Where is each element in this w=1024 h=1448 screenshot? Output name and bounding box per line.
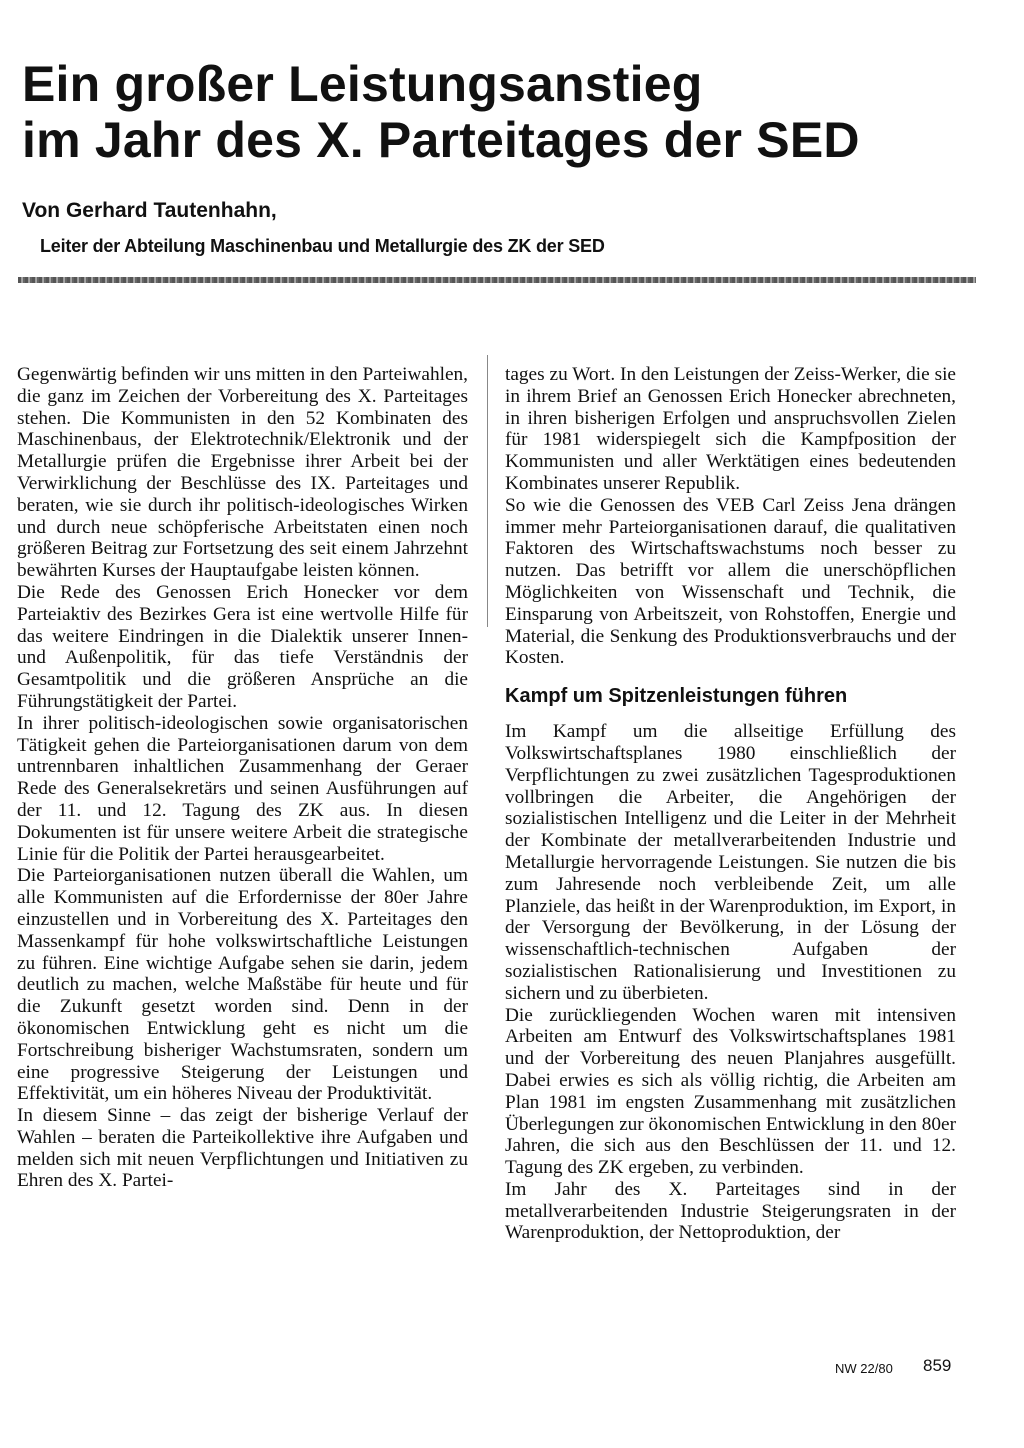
section-heading: Kampf um Spitzenleistungen führen: [505, 685, 848, 708]
paragraph: tages zu Wort. In den Leistungen der Zeiss-Werker, die sie in ihrem Brief an Genossen Erich Honecker abrechneten, in ihren bisherigen Erfolgen und anspruchsvollen Zielen für 1981 widerspiegelt sich die Kampfposition der Kommunisten und aller Werktätigen eines bedeutenden Kombinates unserer Republik.: [505, 364, 956, 494]
left-column: [17, 364, 468, 1192]
paragraph: Im Jahr des X. Parteitages sind in der metallverarbeitenden Industrie Steigerungsraten in der Warenproduktion, der Nettoproduktion, der: [505, 1178, 956, 1244]
author-affiliation: Leiter der Abteilung Maschinenbau und Metallurgie des ZK der SED: [40, 236, 605, 256]
paragraph: So wie die Genossen des VEB Carl Zeiss Jena drängen immer mehr Parteiorganisationen darauf, die qualitativen Faktoren des Wirtschaftswachstums noch besser zu nutzen. Das betrifft vor allem die unerschöpflichen Möglichkeiten von Wissenschaft und Technik, die Einsparung von Arbeitszeit, von Rohstoffen, Energie und Material, die Senkung des Produktionsverbrauchs und der Kosten.: [505, 494, 956, 669]
header-rule: [18, 277, 976, 283]
title-line-1: Ein großer Leistungsanstieg: [22, 56, 703, 112]
page-number: 859: [923, 1356, 952, 1375]
issue-label: NW 22/80: [835, 1361, 893, 1376]
author-byline: Von Gerhard Tautenhahn,: [22, 199, 277, 222]
paragraph: In ihrer politisch-ideologischen sowie organisatorischen Tätigkeit gehen die Parteiorganisationen darum von dem untrennbaren inhaltlichen Zusammenhang der Geraer Rede des Generalsekretärs und seinen Ausführungen auf der 11. und 12. Tagung des ZK aus. In diesen Dokumenten ist für unsere weitere Arbeit die strategische Linie für die Politik der Partei herausgearbeitet.: [17, 712, 468, 865]
right-column: [505, 364, 956, 1244]
paragraph: Gegenwärtig befinden wir uns mitten in den Parteiwahlen, die ganz im Zeichen der Vorbereitung des X. Parteitages stehen. Die Kommunisten in den 52 Kombinaten des Maschinenbaus, der Elektrotechnik/Elektronik und der Metallurgie prüfen die Ergebnisse ihrer Arbeit bei der Verwirklichung der Beschlüsse des IX. Parteitages und beraten, wie sie durch ihr politisch-ideologisches Wirken und durch neue schöpferische Arbeitstaten einen noch größeren Beitrag zur Fortsetzung des seit einem Jahrzehnt bewährten Kurses der Hauptaufgabe leisten können.: [17, 364, 468, 582]
column-divider: [487, 355, 488, 627]
paragraph: Im Kampf um die allseitige Erfüllung des Volkswirtschaftsplanes 1980 einschließlich der Verpflichtungen zu zwei zusätzlichen Tagesproduktionen vollbringen die Arbeiter, die Angehörigen der sozialistischen Intelligenz und die Leiter in der Mehrheit der Kombinate der metallverarbeitenden Industrie und Metallurgie hervorragende Leistungen. Sie nutzen die bis zum Jahresende noch verbleibende Zeit, um alle Planziele, das heißt in der Warenproduktion, im Export, in der Versorgung der Bevölkerung, in der Lösung der wissenschaftlich-technischen Aufgaben der sozialistischen Rationalisierung und Investitionen zu sichern und zu überbieten.: [505, 721, 956, 1004]
paragraph: Die Rede des Genossen Erich Honecker vor dem Parteiaktiv des Bezirkes Gera ist eine wertvolle Hilfe für das weitere Eindringen in die Dialektik unserer Innen- und Außenpolitik, für das tiefe Verständnis der Gesamtpolitik und die größeren Ansprüche an die Führungstätigkeit der Partei.: [17, 581, 468, 712]
article-title: [22, 56, 982, 168]
title-line-2: im Jahr des X. Parteitages der SED: [22, 112, 860, 168]
paragraph: Die zurückliegenden Wochen waren mit intensiven Arbeiten am Entwurf des Volkswirtschaftsplanes 1981 und der Vorbereitung des neuen Planjahres ausgefüllt. Dabei erwies es sich als völlig richtig, die Arbeiten am Plan 1981 im engsten Zusammenhang mit zusätzlichen Überlegungen zur ökonomischen Entwicklung in den 80er Jahren, die sich aus den Beschlüssen der 11. und 12. Tagung des ZK ergeben, zu verbinden.: [505, 1004, 956, 1179]
paragraph: In diesem Sinne – das zeigt der bisherige Verlauf der Wahlen – beraten die Parteikollektive ihre Aufgaben und melden sich mit neuen Verpflichtungen und Initiativen zu Ehren des X. Partei-: [17, 1105, 468, 1192]
paragraph: Die Parteiorganisationen nutzen überall die Wahlen, um alle Kommunisten auf die Erfordernisse der 80er Jahre einzustellen und in Vorbereitung des X. Parteitages den Massenkampf für hohe volkswirtschaftliche Leistungen zu führen. Eine wichtige Aufgabe sehen sie darin, jedem deutlich zu machen, welche Maßstäbe für heute und für die Zukunft gesetzt worden sind. Denn in der ökonomischen Entwicklung geht es nicht um die Fortschreibung bisheriger Wachstumsraten, sondern um eine progressive Steigerung der Leistungen und Effektivität, um ein höheres Niveau der Produktivität.: [17, 865, 468, 1105]
